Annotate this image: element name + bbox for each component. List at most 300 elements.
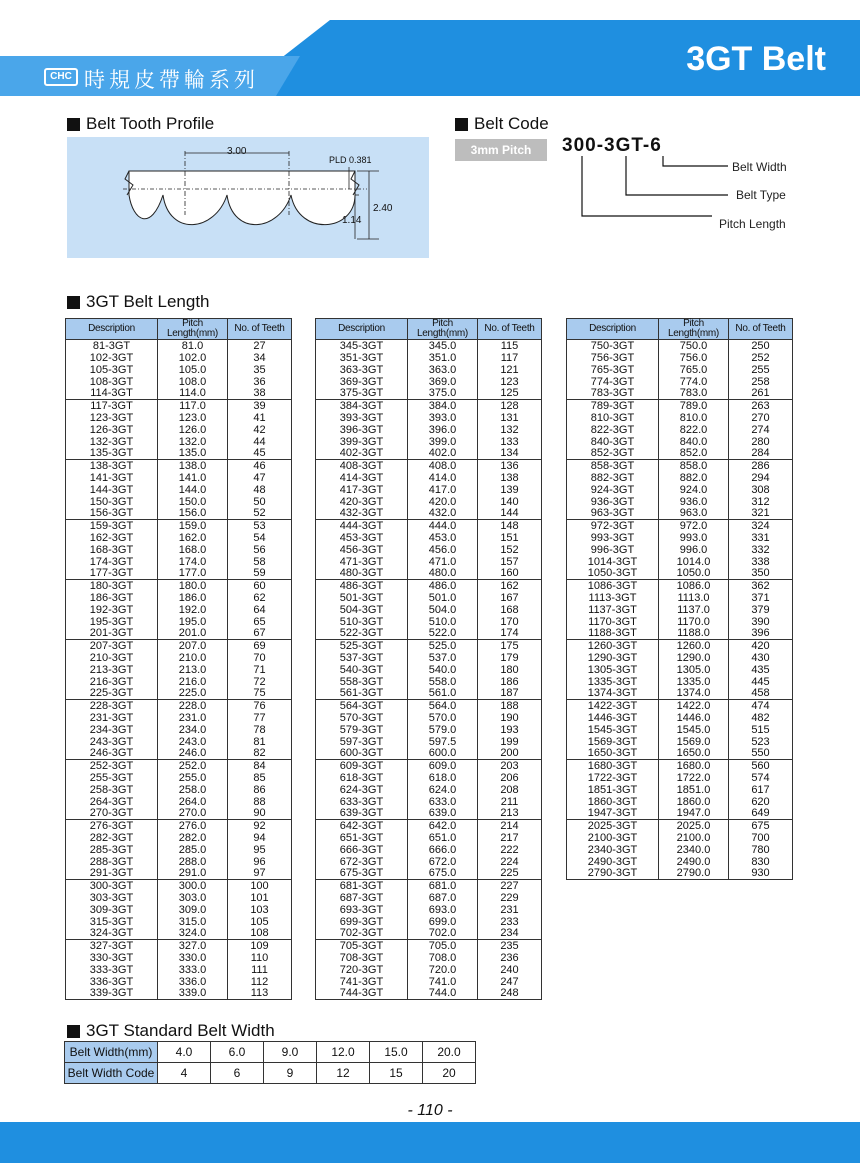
belt-description-cell: 1650-3GT xyxy=(567,748,659,760)
table-row xyxy=(567,508,793,520)
belt-description-cell: 186-3GT xyxy=(66,592,158,604)
pitch-length-cell: 672.0 xyxy=(408,856,478,868)
pitch-length-cell: 1086.0 xyxy=(659,580,729,592)
table-row xyxy=(567,616,793,628)
pitch-length-cell: 417.0 xyxy=(408,484,478,496)
pitch-length-cell: 225.0 xyxy=(158,688,228,700)
teeth-count-cell: 550 xyxy=(729,748,793,760)
teeth-count-cell: 227 xyxy=(478,880,542,892)
belt-description-cell: 300-3GT xyxy=(66,880,158,892)
teeth-count-cell: 274 xyxy=(729,424,793,436)
belt-description-cell: 282-3GT xyxy=(66,832,158,844)
pitch-length-cell: 108.0 xyxy=(158,376,228,388)
table-row xyxy=(316,376,542,388)
table-row xyxy=(567,652,793,664)
belt-description-cell: 1569-3GT xyxy=(567,736,659,748)
table-row xyxy=(66,676,292,688)
table-row xyxy=(66,556,292,568)
table-row xyxy=(567,760,793,772)
table-row xyxy=(66,856,292,868)
table-row xyxy=(567,604,793,616)
pitch-length-cell: 207.0 xyxy=(158,640,228,652)
pitch-length-cell: 345.0 xyxy=(408,340,478,352)
pitch-length-cell: 369.0 xyxy=(408,376,478,388)
belt-description-cell: 1860-3GT xyxy=(567,796,659,808)
pitch-length-cell: 114.0 xyxy=(158,388,228,400)
belt-description-cell: 339-3GT xyxy=(66,988,158,1000)
teeth-count-cell: 46 xyxy=(228,460,292,472)
teeth-count-cell: 350 xyxy=(729,568,793,580)
belt-description-cell: 228-3GT xyxy=(66,700,158,712)
belt-body-shape xyxy=(129,171,355,225)
pitch-length-cell: 333.0 xyxy=(158,964,228,976)
belt-description-cell: 558-3GT xyxy=(316,676,408,688)
width-cell: 9.0 xyxy=(264,1042,317,1063)
table-row xyxy=(316,688,542,700)
pitch-length-cell: 2100.0 xyxy=(659,832,729,844)
table-row xyxy=(567,700,793,712)
belt-description-cell: 579-3GT xyxy=(316,724,408,736)
pitch-length-cell: 765.0 xyxy=(659,364,729,376)
belt-description-cell: 324-3GT xyxy=(66,928,158,940)
table-row xyxy=(316,772,542,784)
table-row xyxy=(567,544,793,556)
belt-description-cell: 285-3GT xyxy=(66,844,158,856)
pitch-length-cell: 882.0 xyxy=(659,472,729,484)
table-row xyxy=(567,352,793,364)
belt-description-cell: 330-3GT xyxy=(66,952,158,964)
table-row xyxy=(66,364,292,376)
pitch-length-cell: 924.0 xyxy=(659,484,729,496)
pitch-length-cell: 210.0 xyxy=(158,652,228,664)
teeth-count-cell: 560 xyxy=(729,760,793,772)
belt-description-cell: 693-3GT xyxy=(316,904,408,916)
table-row xyxy=(316,532,542,544)
belt-description-cell: 1374-3GT xyxy=(567,688,659,700)
pitch-length-cell: 315.0 xyxy=(158,916,228,928)
tooth-dimension-label: 1.14 xyxy=(342,215,362,226)
square-bullet-icon xyxy=(67,296,80,309)
pitch-length-cell: 1650.0 xyxy=(659,748,729,760)
pitch-length-cell: 1113.0 xyxy=(659,592,729,604)
brand-logo: CHC xyxy=(44,68,78,86)
teeth-count-cell: 97 xyxy=(228,868,292,880)
pitch-length-cell: 228.0 xyxy=(158,700,228,712)
teeth-count-cell: 108 xyxy=(228,928,292,940)
width-cell: 4.0 xyxy=(158,1042,211,1063)
belt-description-cell: 1290-3GT xyxy=(567,652,659,664)
belt-description-cell: 132-3GT xyxy=(66,436,158,448)
belt-description-cell: 309-3GT xyxy=(66,904,158,916)
teeth-count-cell: 45 xyxy=(228,448,292,460)
pitch-dimension-label: 3.00 xyxy=(227,146,247,157)
teeth-count-cell: 780 xyxy=(729,844,793,856)
pitch-length-cell: 501.0 xyxy=(408,592,478,604)
pitch-length-cell: 525.0 xyxy=(408,640,478,652)
pitch-length-cell: 126.0 xyxy=(158,424,228,436)
teeth-count-cell: 180 xyxy=(478,664,542,676)
teeth-count-cell: 111 xyxy=(228,964,292,976)
pitch-length-cell: 141.0 xyxy=(158,472,228,484)
pitch-length-cell: 309.0 xyxy=(158,904,228,916)
belt-description-cell: 564-3GT xyxy=(316,700,408,712)
belt-description-cell: 207-3GT xyxy=(66,640,158,652)
pitch-length-cell: 558.0 xyxy=(408,676,478,688)
pitch-length-cell: 618.0 xyxy=(408,772,478,784)
belt-description-cell: 363-3GT xyxy=(316,364,408,376)
pitch-length-cell: 168.0 xyxy=(158,544,228,556)
table-row xyxy=(316,964,542,976)
pitch-length-cell: 783.0 xyxy=(659,388,729,400)
pitch-length-cell: 852.0 xyxy=(659,448,729,460)
pitch-length-cell: 1860.0 xyxy=(659,796,729,808)
pitch-length-cell: 2340.0 xyxy=(659,844,729,856)
pitch-length-cell: 1680.0 xyxy=(659,760,729,772)
teeth-count-cell: 64 xyxy=(228,604,292,616)
tooth-profile-heading xyxy=(67,114,214,134)
table-row xyxy=(66,352,292,364)
teeth-count-cell: 140 xyxy=(478,496,542,508)
pitch-length-cell: 444.0 xyxy=(408,520,478,532)
teeth-count-cell: 675 xyxy=(729,820,793,832)
teeth-count-cell: 53 xyxy=(228,520,292,532)
belt-description-cell: 765-3GT xyxy=(567,364,659,376)
table-row xyxy=(316,520,542,532)
belt-description-cell: 1947-3GT xyxy=(567,808,659,820)
table-row xyxy=(567,772,793,784)
teeth-count-cell: 144 xyxy=(478,508,542,520)
teeth-count-cell: 214 xyxy=(478,820,542,832)
table-row xyxy=(66,760,292,772)
table-row xyxy=(567,688,793,700)
teeth-count-cell: 168 xyxy=(478,604,542,616)
teeth-count-cell: 105 xyxy=(228,916,292,928)
pitch-length-cell: 276.0 xyxy=(158,820,228,832)
teeth-count-cell: 261 xyxy=(729,388,793,400)
belt-description-cell: 225-3GT xyxy=(66,688,158,700)
col-teeth-header: No. of Teeth xyxy=(478,319,542,340)
table-row xyxy=(567,436,793,448)
type-leader xyxy=(626,156,728,195)
teeth-count-cell: 133 xyxy=(478,436,542,448)
pitch-length-cell: 123.0 xyxy=(158,412,228,424)
pitch-length-cell: 216.0 xyxy=(158,676,228,688)
pitch-length-cell: 693.0 xyxy=(408,904,478,916)
pitch-length-cell: 486.0 xyxy=(408,580,478,592)
table-row xyxy=(567,736,793,748)
teeth-count-cell: 435 xyxy=(729,664,793,676)
belt-description-cell: 2100-3GT xyxy=(567,832,659,844)
belt-description-cell: 102-3GT xyxy=(66,352,158,364)
teeth-count-cell: 35 xyxy=(228,364,292,376)
table-row xyxy=(316,868,542,880)
teeth-count-cell: 94 xyxy=(228,832,292,844)
table-row xyxy=(567,340,793,352)
table-row xyxy=(316,700,542,712)
brand-series-name: 時規皮帶輪系列 xyxy=(84,68,259,92)
header-white-band xyxy=(0,20,330,56)
table-row xyxy=(316,940,542,952)
pitch-length-cell: 633.0 xyxy=(408,796,478,808)
pitch-length-cell: 456.0 xyxy=(408,544,478,556)
table-row xyxy=(316,712,542,724)
table-row xyxy=(316,748,542,760)
belt-description-cell: 432-3GT xyxy=(316,508,408,520)
length-table-3 xyxy=(566,318,793,880)
pitch-length-cell: 1569.0 xyxy=(659,736,729,748)
table-row xyxy=(66,772,292,784)
teeth-count-cell: 620 xyxy=(729,796,793,808)
table-row xyxy=(66,964,292,976)
table-row xyxy=(316,664,542,676)
square-bullet-icon xyxy=(67,118,80,131)
teeth-count-cell: 217 xyxy=(478,832,542,844)
teeth-count-cell: 312 xyxy=(729,496,793,508)
table-row xyxy=(567,568,793,580)
teeth-count-cell: 332 xyxy=(729,544,793,556)
belt-description-cell: 1851-3GT xyxy=(567,784,659,796)
pitch-length-cell: 144.0 xyxy=(158,484,228,496)
pitch-length-cell: 564.0 xyxy=(408,700,478,712)
teeth-count-cell: 34 xyxy=(228,352,292,364)
belt-description-cell: 105-3GT xyxy=(66,364,158,376)
pitch-length-cell: 1947.0 xyxy=(659,808,729,820)
teeth-count-cell: 27 xyxy=(228,340,292,352)
teeth-count-cell: 113 xyxy=(228,988,292,1000)
table-row xyxy=(316,916,542,928)
teeth-count-cell: 396 xyxy=(729,628,793,640)
pitch-length-cell: 600.0 xyxy=(408,748,478,760)
pitch-length-cell: 174.0 xyxy=(158,556,228,568)
width-code-cell: 20 xyxy=(423,1063,476,1084)
table-row xyxy=(66,616,292,628)
pitch-length-cell: 192.0 xyxy=(158,604,228,616)
table-row xyxy=(66,592,292,604)
pitch-length-label: Pitch Length xyxy=(719,217,786,231)
pitch-length-cell: 150.0 xyxy=(158,496,228,508)
table-row xyxy=(316,652,542,664)
table-row xyxy=(316,340,542,352)
belt-description-cell: 1722-3GT xyxy=(567,772,659,784)
belt-description-cell: 144-3GT xyxy=(66,484,158,496)
belt-width-table xyxy=(64,1041,476,1084)
table-row xyxy=(66,700,292,712)
table-row xyxy=(66,832,292,844)
table-row xyxy=(316,676,542,688)
teeth-count-cell: 121 xyxy=(478,364,542,376)
belt-description-cell: 126-3GT xyxy=(66,424,158,436)
belt-description-cell: 177-3GT xyxy=(66,568,158,580)
teeth-count-cell: 59 xyxy=(228,568,292,580)
teeth-count-cell: 131 xyxy=(478,412,542,424)
pitch-length-cell: 195.0 xyxy=(158,616,228,628)
table-row xyxy=(567,460,793,472)
pitch-length-cell: 756.0 xyxy=(659,352,729,364)
teeth-count-cell: 41 xyxy=(228,412,292,424)
teeth-count-cell: 54 xyxy=(228,532,292,544)
belt-description-cell: 996-3GT xyxy=(567,544,659,556)
table-row xyxy=(66,748,292,760)
belt-description-cell: 1137-3GT xyxy=(567,604,659,616)
table-row xyxy=(316,820,542,832)
pitch-length-cell: 1422.0 xyxy=(659,700,729,712)
teeth-count-cell: 294 xyxy=(729,472,793,484)
col-description-header: Description xyxy=(567,319,659,340)
table-row xyxy=(567,376,793,388)
teeth-count-cell: 60 xyxy=(228,580,292,592)
teeth-count-cell: 229 xyxy=(478,892,542,904)
table-row xyxy=(316,832,542,844)
pitch-length-cell: 510.0 xyxy=(408,616,478,628)
belt-description-cell: 666-3GT xyxy=(316,844,408,856)
teeth-count-cell: 515 xyxy=(729,724,793,736)
pitch-length-cell: 471.0 xyxy=(408,556,478,568)
teeth-count-cell: 830 xyxy=(729,856,793,868)
belt-description-cell: 159-3GT xyxy=(66,520,158,532)
width-cell: 15.0 xyxy=(370,1042,423,1063)
table-row xyxy=(316,904,542,916)
table-row xyxy=(66,340,292,352)
belt-description-cell: 264-3GT xyxy=(66,796,158,808)
pitch-length-cell: 246.0 xyxy=(158,748,228,760)
table-row xyxy=(316,604,542,616)
belt-description-cell: 270-3GT xyxy=(66,808,158,820)
pitch-length-cell: 1170.0 xyxy=(659,616,729,628)
pitch-length-cell: 996.0 xyxy=(659,544,729,556)
belt-description-cell: 675-3GT xyxy=(316,868,408,880)
teeth-count-cell: 523 xyxy=(729,736,793,748)
width-leader xyxy=(663,156,728,166)
teeth-count-cell: 234 xyxy=(478,928,542,940)
belt-description-cell: 924-3GT xyxy=(567,484,659,496)
teeth-count-cell: 474 xyxy=(729,700,793,712)
belt-description-cell: 1086-3GT xyxy=(567,580,659,592)
pitch-length-cell: 858.0 xyxy=(659,460,729,472)
table-row xyxy=(316,592,542,604)
belt-description-cell: 783-3GT xyxy=(567,388,659,400)
table-row xyxy=(567,868,793,880)
teeth-count-cell: 187 xyxy=(478,688,542,700)
height-dimension-label: 2.40 xyxy=(373,203,393,214)
pitch-length-cell: 291.0 xyxy=(158,868,228,880)
width-cell: 6.0 xyxy=(211,1042,264,1063)
table-row xyxy=(567,592,793,604)
table-row xyxy=(316,364,542,376)
belt-width-label: Belt Width xyxy=(732,160,787,174)
teeth-count-cell: 203 xyxy=(478,760,542,772)
belt-description-cell: 141-3GT xyxy=(66,472,158,484)
belt-description-cell: 234-3GT xyxy=(66,724,158,736)
table-row xyxy=(316,436,542,448)
teeth-count-cell: 247 xyxy=(478,976,542,988)
teeth-count-cell: 67 xyxy=(228,628,292,640)
teeth-count-cell: 85 xyxy=(228,772,292,784)
table-row xyxy=(567,712,793,724)
belt-description-cell: 2025-3GT xyxy=(567,820,659,832)
table-row xyxy=(66,520,292,532)
pitch-length-cell: 117.0 xyxy=(158,400,228,412)
belt-description-cell: 651-3GT xyxy=(316,832,408,844)
width-code-cell: 15 xyxy=(370,1063,423,1084)
belt-description-cell: 681-3GT xyxy=(316,880,408,892)
teeth-count-cell: 160 xyxy=(478,568,542,580)
belt-description-cell: 699-3GT xyxy=(316,916,408,928)
pitch-length-cell: 744.0 xyxy=(408,988,478,1000)
width-code-cell: 6 xyxy=(211,1063,264,1084)
table-row xyxy=(316,952,542,964)
pitch-length-cell: 963.0 xyxy=(659,508,729,520)
teeth-count-cell: 50 xyxy=(228,496,292,508)
pitch-length-cell: 2790.0 xyxy=(659,868,729,880)
teeth-count-cell: 649 xyxy=(729,808,793,820)
teeth-count-cell: 65 xyxy=(228,616,292,628)
table-row xyxy=(316,424,542,436)
belt-description-cell: 174-3GT xyxy=(66,556,158,568)
teeth-count-cell: 72 xyxy=(228,676,292,688)
belt-description-cell: 1305-3GT xyxy=(567,664,659,676)
belt-description-cell: 108-3GT xyxy=(66,376,158,388)
belt-description-cell: 618-3GT xyxy=(316,772,408,784)
belt-description-cell: 642-3GT xyxy=(316,820,408,832)
teeth-count-cell: 96 xyxy=(228,856,292,868)
teeth-count-cell: 263 xyxy=(729,400,793,412)
belt-description-cell: 750-3GT xyxy=(567,340,659,352)
teeth-count-cell: 211 xyxy=(478,796,542,808)
teeth-count-cell: 284 xyxy=(729,448,793,460)
belt-description-cell: 1545-3GT xyxy=(567,724,659,736)
belt-description-cell: 672-3GT xyxy=(316,856,408,868)
belt-description-cell: 963-3GT xyxy=(567,508,659,520)
belt-code-heading xyxy=(455,114,549,134)
square-bullet-icon xyxy=(455,118,468,131)
teeth-count-cell: 139 xyxy=(478,484,542,496)
pitch-length-cell: 156.0 xyxy=(158,508,228,520)
table-row xyxy=(66,892,292,904)
pitch-length-cell: 1374.0 xyxy=(659,688,729,700)
pitch-length-cell: 702.0 xyxy=(408,928,478,940)
table-row xyxy=(66,412,292,424)
table-row xyxy=(567,412,793,424)
table-row xyxy=(66,424,292,436)
teeth-count-cell: 77 xyxy=(228,712,292,724)
table-row xyxy=(316,808,542,820)
belt-description-cell: 246-3GT xyxy=(66,748,158,760)
belt-description-cell: 276-3GT xyxy=(66,820,158,832)
table-row xyxy=(66,844,292,856)
pitch-length-cell: 213.0 xyxy=(158,664,228,676)
teeth-count-cell: 117 xyxy=(478,352,542,364)
table-row xyxy=(316,544,542,556)
teeth-count-cell: 112 xyxy=(228,976,292,988)
pitch-length-cell: 1722.0 xyxy=(659,772,729,784)
belt-type-label: Belt Type xyxy=(736,188,786,202)
table-row xyxy=(316,928,542,940)
belt-description-cell: 81-3GT xyxy=(66,340,158,352)
tooth-profile-drawing xyxy=(67,137,429,258)
table-row xyxy=(316,976,542,988)
teeth-count-cell: 199 xyxy=(478,736,542,748)
pitch-length-cell: 2490.0 xyxy=(659,856,729,868)
teeth-count-cell: 430 xyxy=(729,652,793,664)
table-row xyxy=(66,784,292,796)
belt-description-cell: 1680-3GT xyxy=(567,760,659,772)
pitch-length-cell: 339.0 xyxy=(158,988,228,1000)
pitch-length-cell: 135.0 xyxy=(158,448,228,460)
page-header xyxy=(0,20,860,96)
belt-description-cell: 471-3GT xyxy=(316,556,408,568)
teeth-count-cell: 231 xyxy=(478,904,542,916)
teeth-count-cell: 324 xyxy=(729,520,793,532)
